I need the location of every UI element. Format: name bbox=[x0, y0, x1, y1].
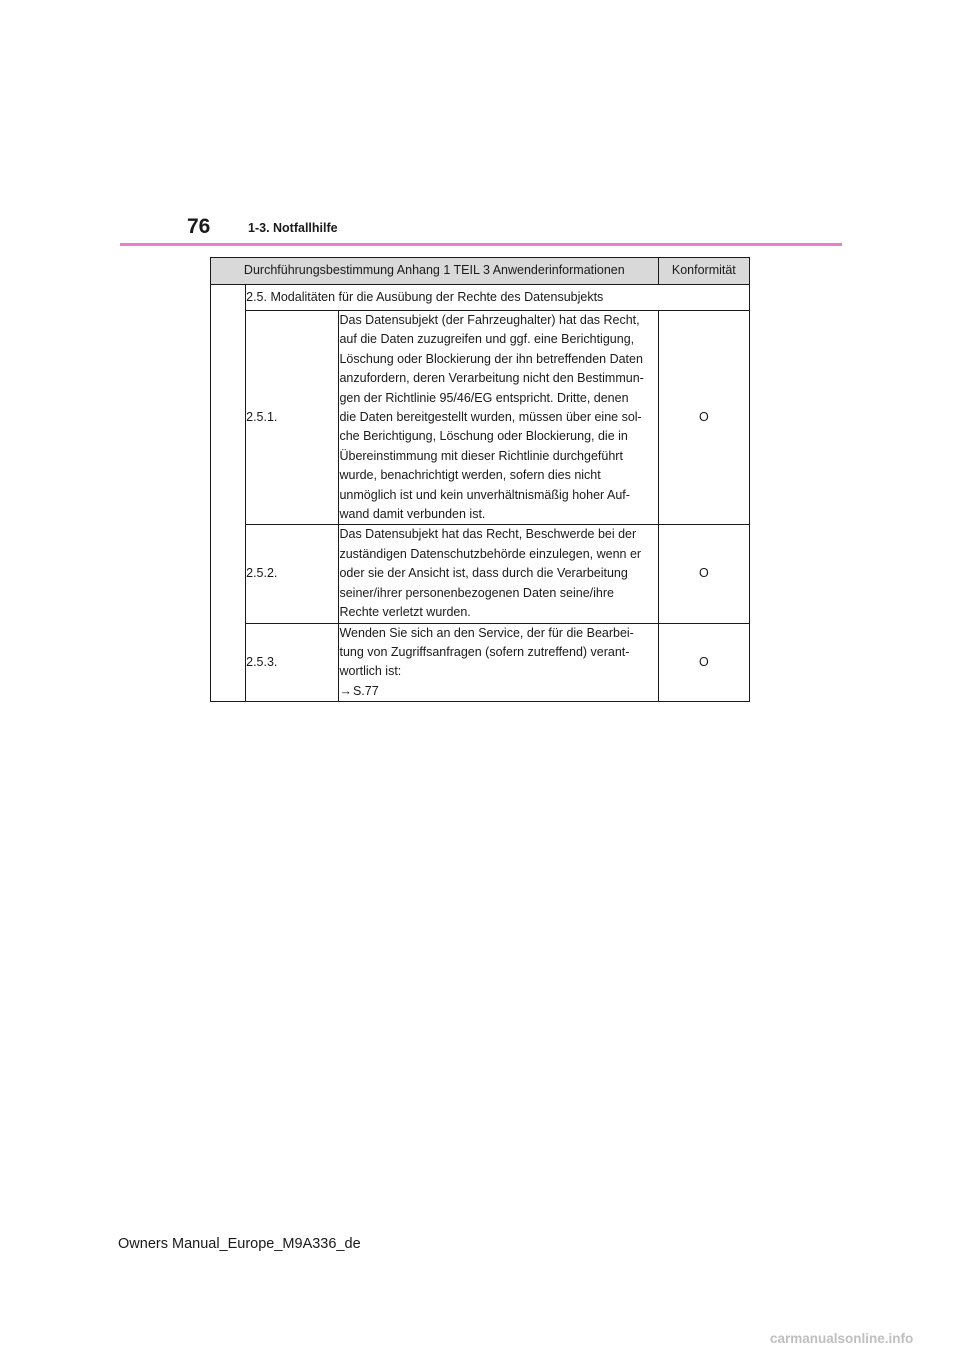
text-line: die Daten bereitgestellt wurden, müssen über eine sol- bbox=[339, 410, 642, 425]
text-line: seiner/ihrer personenbezogenen Daten seine/ihre bbox=[339, 585, 614, 600]
row-number: 2.5.2. bbox=[246, 525, 339, 623]
text-line: Rechte verletzt wurden. bbox=[339, 605, 471, 620]
data-table bbox=[210, 257, 750, 702]
manual-id: Owners Manual_Europe_M9A336_de bbox=[118, 1236, 361, 1252]
row-description bbox=[339, 623, 658, 702]
header-rule bbox=[120, 243, 842, 246]
table-header-right: Konformität bbox=[658, 258, 749, 285]
text-line: oder sie der Ansicht ist, dass durch die Verarbeitung bbox=[339, 566, 628, 581]
text-line: Das Datensubjekt hat das Recht, Beschwerde bei der bbox=[339, 527, 637, 542]
conformity-mark: O bbox=[658, 311, 749, 525]
page-number: 76 bbox=[187, 215, 211, 238]
text-line: wortlich ist: bbox=[339, 664, 402, 679]
text-line: Löschung oder Blockierung der ihn betreffenden Daten bbox=[339, 351, 643, 366]
text-line: gen der Richtlinie 95/46/EG entspricht. Dritte, denen bbox=[339, 390, 629, 405]
text-line: Das Datensubjekt (der Fahrzeughalter) hat das Recht, bbox=[339, 313, 640, 327]
text-line: auf die Daten zuzugreifen und ggf. eine Berichtigung, bbox=[339, 332, 635, 347]
conformity-mark: O bbox=[658, 623, 749, 702]
row-description bbox=[339, 311, 658, 525]
text-line: tung von Zugriffsanfragen (sofern zutreffend) verant- bbox=[339, 644, 630, 659]
table-header-row bbox=[211, 258, 750, 285]
table-row bbox=[211, 623, 750, 702]
text-line: anzufordern, deren Verarbeitung nicht den Bestimmun- bbox=[339, 371, 644, 386]
text-line: unmöglich ist und kein unverhältnismäßig hoher Auf- bbox=[339, 487, 630, 502]
text-line: Wenden Sie sich an den Service, der für die Bearbei- bbox=[339, 625, 634, 640]
page-reference: S.77 bbox=[352, 683, 379, 698]
indent-cell bbox=[211, 285, 246, 702]
watermark: carmanualsonline.info bbox=[770, 1331, 914, 1346]
row-number: 2.5.1. bbox=[246, 311, 339, 525]
text-line: wand damit verbunden ist. bbox=[339, 507, 486, 522]
table-row bbox=[211, 311, 750, 525]
text-line: wurde, benachrichtigt werden, sofern dies nicht bbox=[339, 468, 601, 483]
row-description bbox=[339, 525, 658, 623]
text-line: che Berichtigung, Löschung oder Blockierung, die in bbox=[339, 429, 628, 444]
text-line: Übereinstimmung mit dieser Richtlinie durchgeführt bbox=[339, 448, 623, 463]
table-row bbox=[211, 525, 750, 623]
row-number: 2.5.3. bbox=[246, 623, 339, 702]
table-header-left: Durchführungsbestimmung Anhang 1 TEIL 3 Anwenderinformationen bbox=[211, 258, 659, 285]
conformity-mark: O bbox=[658, 525, 749, 623]
text-line: zuständigen Datenschutzbehörde einzulegen, wenn er bbox=[339, 546, 642, 561]
section-title: 1-3. Notfallhilfe bbox=[248, 221, 338, 235]
arrow-right-icon: → bbox=[339, 683, 352, 698]
section-heading: 2.5. Modalitäten für die Ausübung der Rechte des Datensubjekts bbox=[246, 285, 750, 311]
page-reference-link[interactable] bbox=[339, 682, 657, 701]
section-row bbox=[211, 285, 750, 311]
